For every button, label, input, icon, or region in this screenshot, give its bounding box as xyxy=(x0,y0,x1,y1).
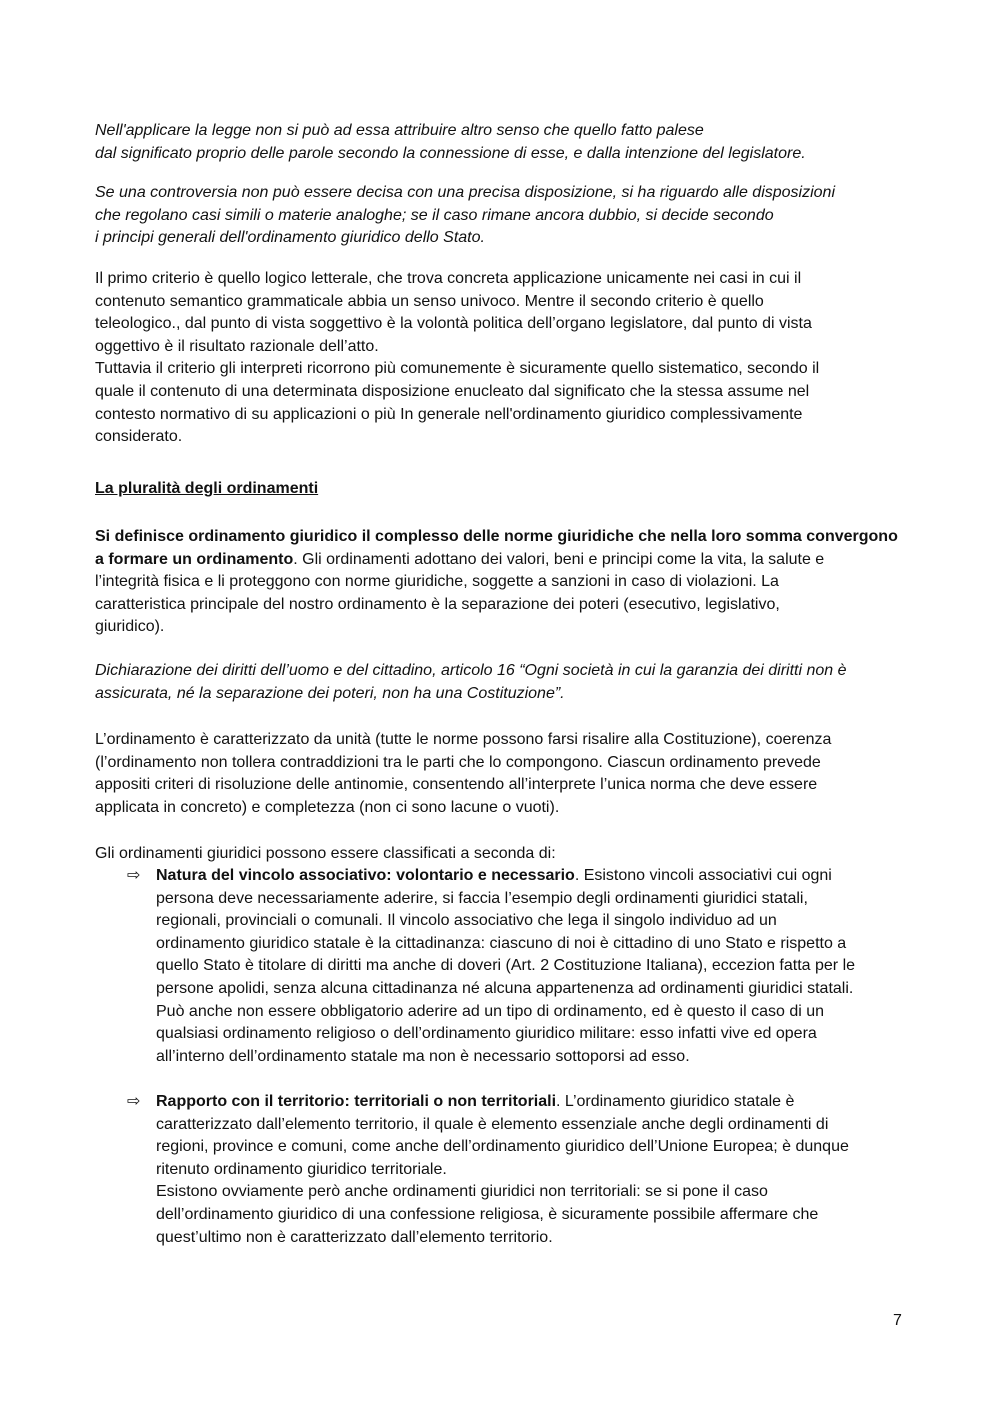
legal-quote-analogy xyxy=(95,182,910,250)
text-line: i principi generali dell'ordinamento giuridico dello Stato. xyxy=(95,229,485,247)
text-line: Tuttavia il criterio gli interpreti ricorrono più comunemente è sicuramente quello sistematico, secondo il xyxy=(95,360,820,378)
text-line: quello Stato è titolare di diritti ma anche di doveri (Art. 2 Costituzione Italiana), eccezion fatta per le xyxy=(156,957,856,975)
section-heading-container xyxy=(95,478,910,501)
text-line: che regolano casi simili o materie analoghe; se il caso rimane ancora dubbio, si decide secondo xyxy=(95,206,774,224)
text-run: . Gli ordinamenti adottano dei valori, beni e principi come la vita, la salute e xyxy=(293,550,825,568)
text-line xyxy=(156,1091,916,1114)
text-line: assicurata, né la separazione dei poteri, non ha una Costituzione”. xyxy=(95,684,565,702)
page-number: 7 xyxy=(893,1312,902,1329)
arrow-bullet-icon: ⇨ xyxy=(127,867,141,884)
text-line: considerato. xyxy=(95,428,183,446)
text-run: . Esistono vincoli associativi cui ogni xyxy=(574,867,832,884)
text-line: persone apolidi, senza alcuna cittadinanza né alcuna appartenenza ad ordinamenti giuridici statali. xyxy=(156,979,854,997)
text-line: persona deve necessariamente aderire, si faccia l’esempio degli ordinamenti giuridici statali, xyxy=(156,889,808,907)
definition-bold-term: a formare un ordinamento xyxy=(95,550,294,568)
text-line: appositi criteri di risoluzione delle antinomie, consentendo all’interprete l’unica norma che deve essere xyxy=(95,776,818,794)
text-line: all’interno dell’ordinamento statale ma non è necessario sottoporsi ad esso. xyxy=(156,1047,690,1065)
text-line: quale il contenuto di una determinata disposizione enucleato dal significato che la stessa assume nel xyxy=(95,382,810,400)
legal-quote-interpretation xyxy=(95,120,910,165)
text-line xyxy=(156,865,916,888)
text-line: (l’ordinamento non tollera contraddizioni tra le parti che lo compongono. Ciascun ordinamento prevede xyxy=(95,753,821,771)
text-line: regionali, provinciali o comunali. Il vincolo associativo che lega il singolo individuo ad un xyxy=(156,912,777,930)
list-item-territory xyxy=(156,1091,916,1249)
text-run: . L’ordinamento giuridico statale è xyxy=(556,1093,795,1110)
text-line: regioni, province e comuni, come anche dell’ordinamento giuridico dell’Unione Europea; è dunque xyxy=(156,1138,849,1156)
section-heading: La pluralità degli ordinamenti xyxy=(95,480,319,497)
text-line: qualsiasi ordinamento religioso o dell’ordinamento giuridico militare: esso infatti vive ed opera xyxy=(156,1025,817,1043)
text-line: L’ordinamento è caratterizzato da unità (tutte le norme possono farsi risalire alla Costituzione), coerenza xyxy=(95,731,832,748)
text-line: caratteristica principale del nostro ordinamento è la separazione dei poteri (esecutivo, legislativo, xyxy=(95,595,780,613)
text-line: dal significato proprio delle parole secondo la connessione di esse, e dalla intenzione del legislatore. xyxy=(95,144,806,162)
text-line: ritenuto ordinamento giuridico territoriale. xyxy=(156,1160,447,1178)
arrow-bullet-icon: ⇨ xyxy=(127,1093,141,1110)
text-line: Può anche non essere obbligatorio aderire ad un tipo di ordinamento, ed è questo il caso di un xyxy=(156,1002,825,1020)
ordinamento-characteristics-paragraph xyxy=(95,729,910,819)
interpretation-criteria-paragraph xyxy=(95,268,910,449)
text-line: contenuto semantico grammaticale abbia un senso univoco. Mentre il secondo criterio è quello xyxy=(95,292,764,310)
text-line: teleologico., dal punto di vista soggettivo è la volontà politica dell’organo legislatore, dal punto di vista xyxy=(95,315,812,333)
list-item-associative-bond xyxy=(156,865,916,1068)
list-item-title: Natura del vincolo associativo: volontario e necessario xyxy=(156,867,575,884)
text-line: caratterizzato dall’elemento territorio, il quale è elemento essenziale anche degli ordinamenti di xyxy=(156,1115,829,1133)
text-line: Dichiarazione dei diritti dell’uomo e del cittadino, articolo 16 “Ogni società in cui la garanzia dei diritti non è xyxy=(95,662,847,679)
classification-intro-container xyxy=(95,843,910,866)
classification-intro: Gli ordinamenti giuridici possono essere classificati a seconda di: xyxy=(95,845,556,862)
text-line: dell’ordinamento giuridico di una confessione religiosa, è sicuramente possibile affermare che xyxy=(156,1205,819,1223)
text-line: quest’ultimo non è caratterizzato dall’elemento territorio. xyxy=(156,1228,553,1246)
text-line: oggettivo è il risultato razionale dell’atto. xyxy=(95,337,379,355)
text-line: ordinamento giuridico statale è la cittadinanza: ciascuno di noi è cittadino di uno Stato e rispetto a xyxy=(156,934,847,952)
text-line: Nell'applicare la legge non si può ad essa attribuire altro senso che quello fatto palese xyxy=(95,122,704,139)
text-line: Esistono ovviamente però anche ordinamenti giuridici non territoriali: se si pone il caso xyxy=(156,1183,768,1201)
text-line xyxy=(95,549,910,572)
text-line: Se una controversia non può essere decisa con una precisa disposizione, si ha riguardo alle disposizioni xyxy=(95,184,835,201)
definition-paragraph xyxy=(95,526,910,639)
list-item-title: Rapporto con il territorio: territoriali o non territoriali xyxy=(156,1093,557,1110)
text-line: giuridico). xyxy=(95,618,165,636)
text-line: Il primo criterio è quello logico letterale, che trova concreta applicazione unicamente nei casi in cui il xyxy=(95,270,802,287)
definition-bold-line: Si definisce ordinamento giuridico il complesso delle norme giuridiche che nella loro somma convergono xyxy=(95,528,898,545)
text-line: contesto normativo di su applicazioni o più In generale nell'ordinamento giuridico complessivamente xyxy=(95,405,803,423)
text-line: l’integrità fisica e li proteggono con norme giuridiche, soggette a sanzioni in caso di violazioni. La xyxy=(95,573,779,591)
text-line: applicata in concreto) e completezza (non ci sono lacune o vuoti). xyxy=(95,798,560,816)
declaration-quote xyxy=(95,660,910,705)
